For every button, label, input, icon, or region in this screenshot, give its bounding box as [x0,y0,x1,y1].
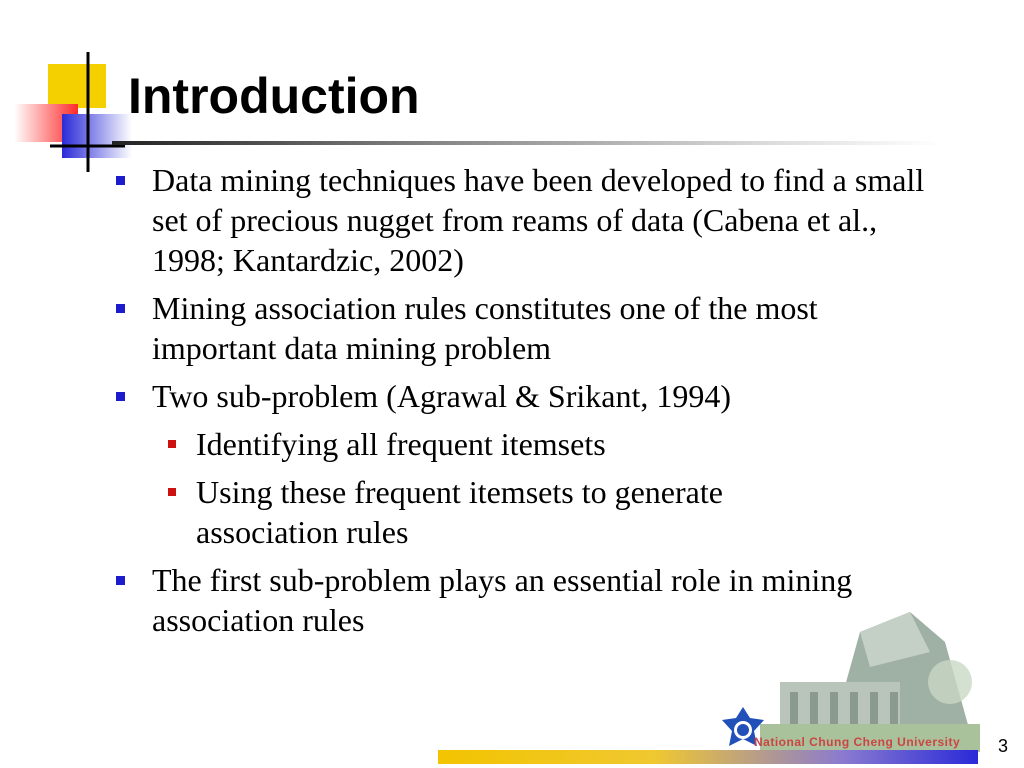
bullet-text: Two sub-problem (Agrawal & Srikant, 1994) [152,378,731,414]
bullet-text: The first sub-problem plays an essential role in mining association rules [152,562,853,638]
corner-logo-graphic [0,0,140,175]
sub-bullet-marker-icon [168,440,176,448]
sub-bullet-list [152,424,932,552]
sub-bullet-text: Using these frequent itemsets to generate association rules [196,474,723,550]
bullet-text: Data mining techniques have been developed to find a small set of precious nugget from reams of data (Cabena et al., 1998; Kantardzic, 2002) [152,162,925,278]
bullet-marker-icon [116,304,125,313]
bullet-marker-icon [116,176,125,185]
bullet-text: Mining association rules constitutes one of the most important data mining problem [152,290,818,366]
page-number: 3 [998,736,1009,756]
sub-bullet-item [152,424,836,464]
title-underline [112,141,942,145]
bullet-list [0,160,932,648]
bullet-item [0,376,932,552]
university-name: National Chung Cheng University [754,735,961,749]
bullet-item [0,288,932,368]
footer-bar [438,750,978,764]
bullet-item [0,160,932,280]
bullet-marker-icon [116,392,125,401]
slide-title: Introduction [128,68,420,124]
sub-bullet-item [152,472,836,552]
sub-bullet-text: Identifying all frequent itemsets [196,426,606,462]
bullet-marker-icon [116,576,125,585]
sub-bullet-marker-icon [168,488,176,496]
